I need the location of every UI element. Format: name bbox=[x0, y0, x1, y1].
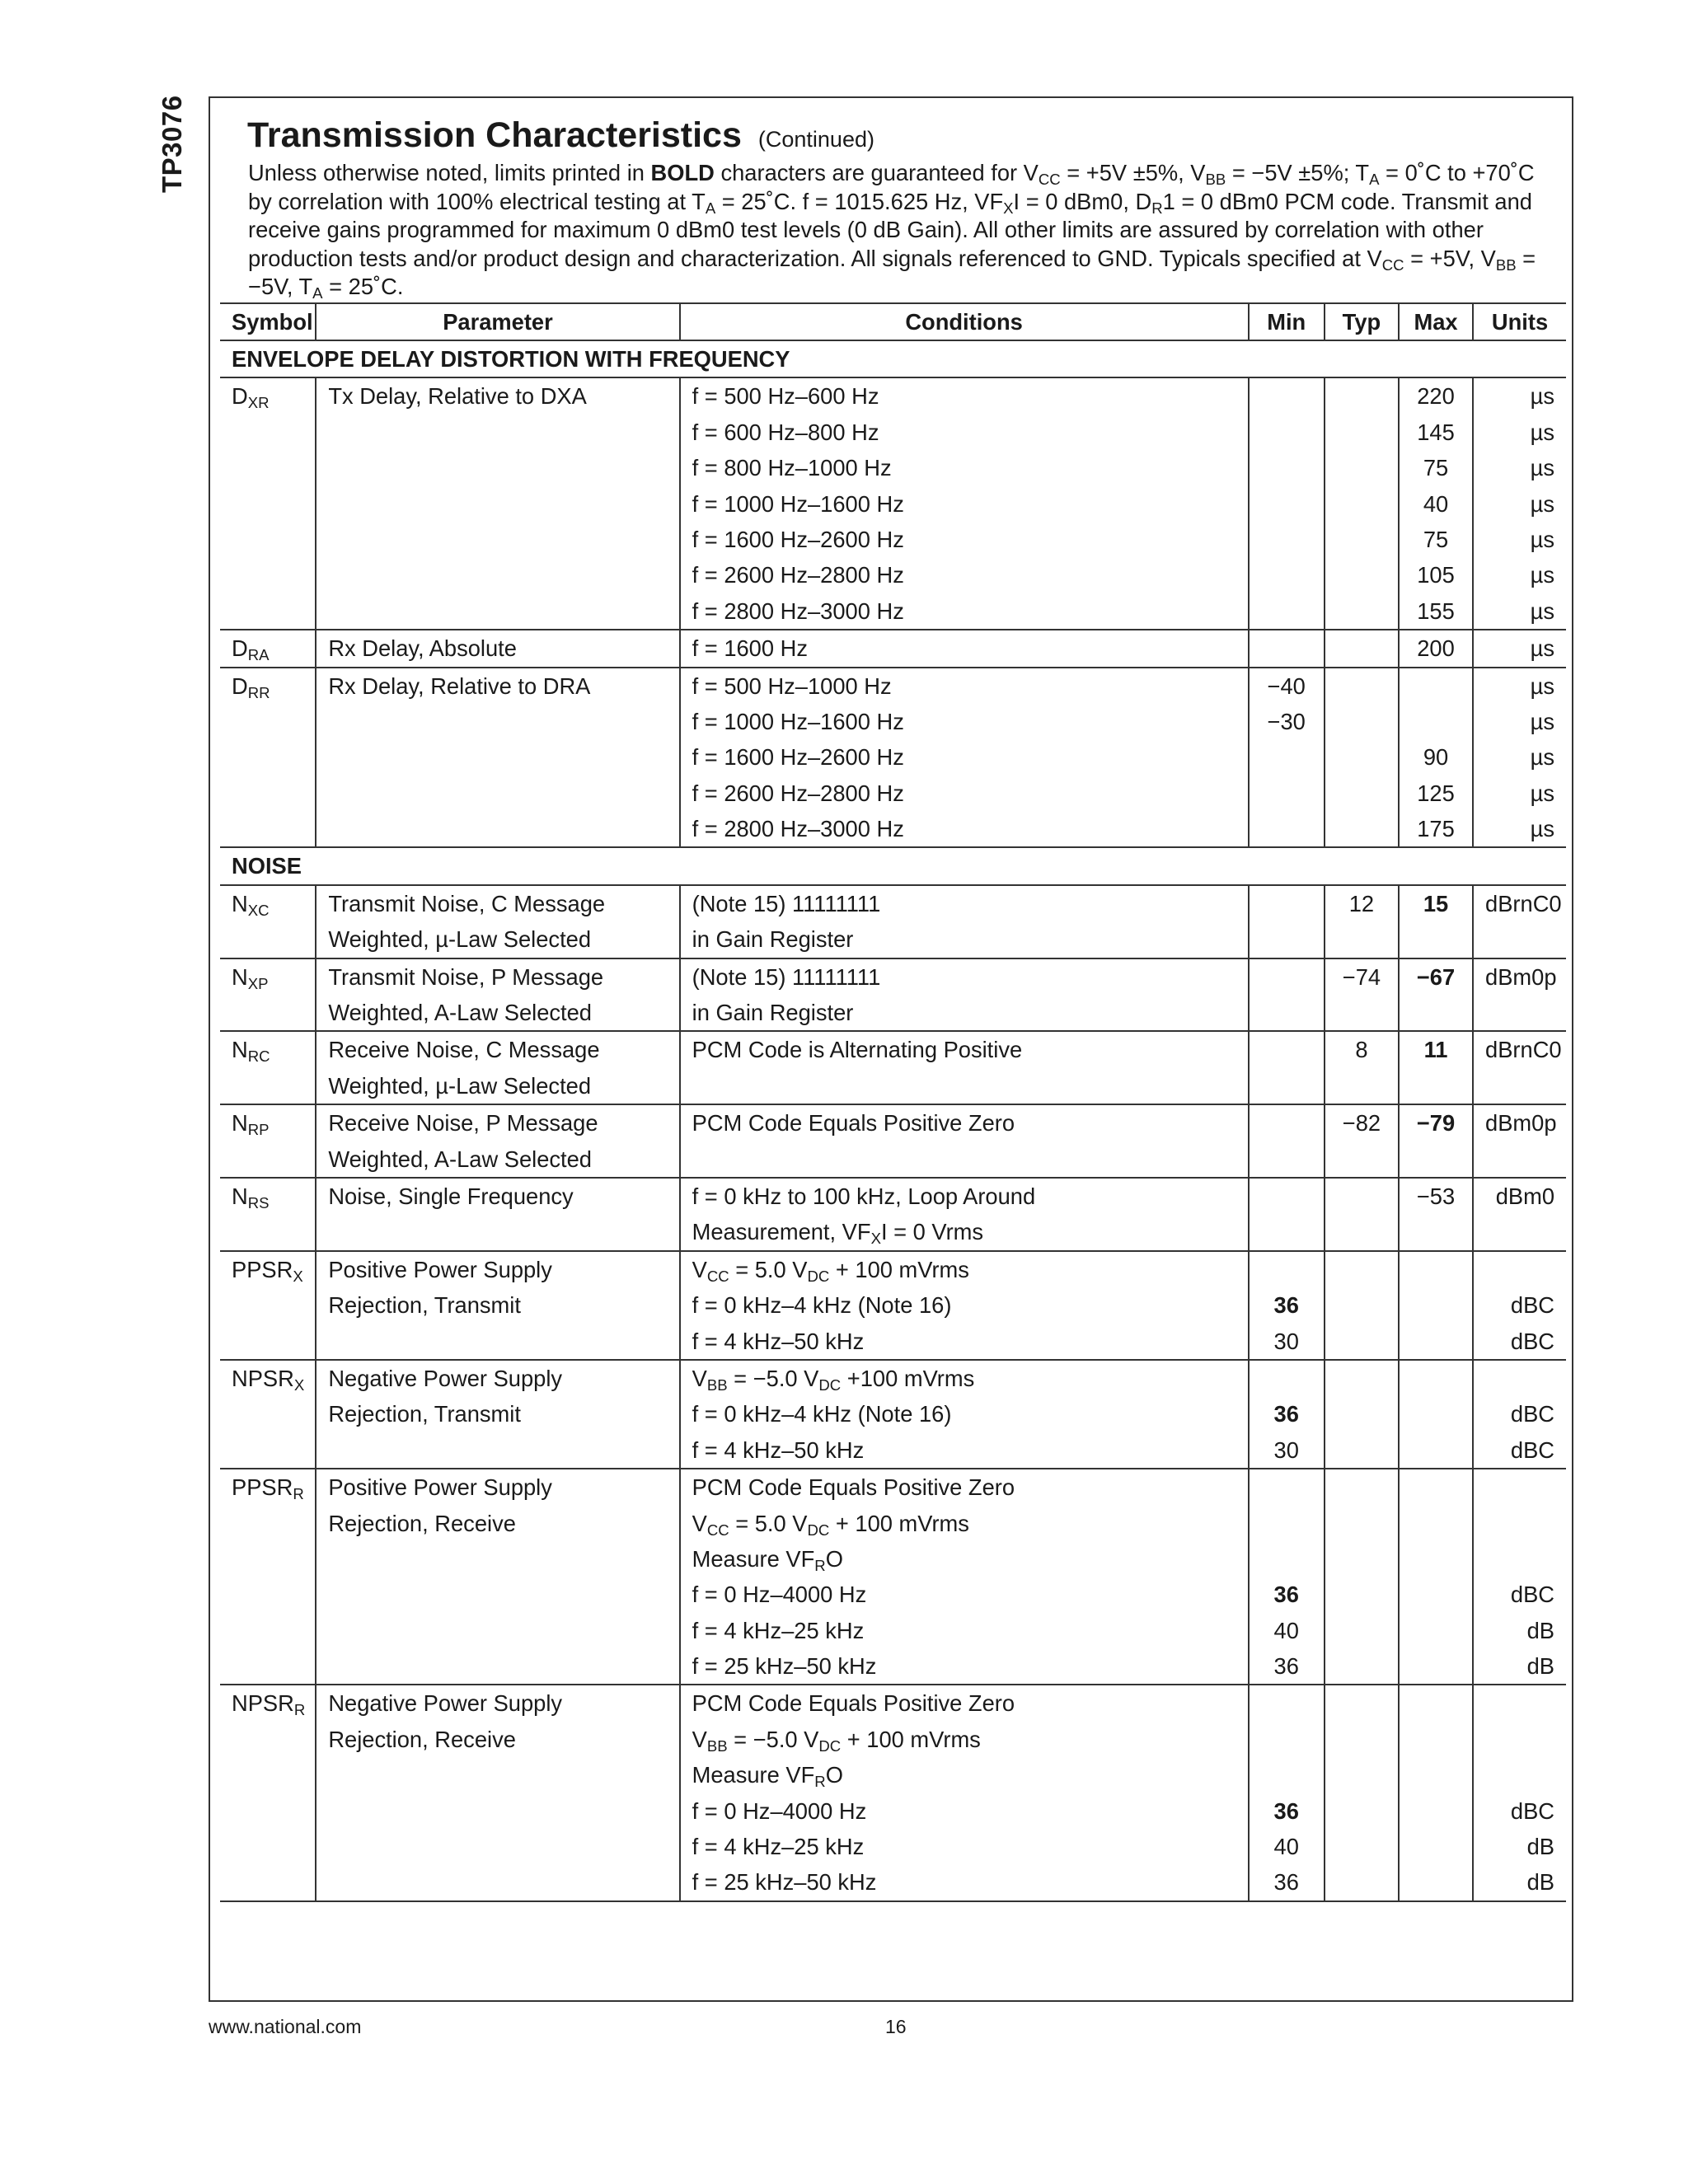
condition-cell: PCM Code is Alternating Positive bbox=[680, 1031, 1249, 1067]
max-cell: −53 bbox=[1399, 1178, 1473, 1214]
condition-cell: f = 25 kHz–50 kHz bbox=[680, 1648, 1249, 1685]
table-row bbox=[220, 1793, 1566, 1829]
condition-cell: Measure $VF_RO$ bbox=[680, 1541, 1249, 1577]
table-row bbox=[220, 450, 1566, 485]
table-row bbox=[220, 995, 1566, 1031]
unit-cell: µs bbox=[1473, 630, 1566, 667]
spec-table bbox=[220, 302, 1566, 1902]
symbol-cell: $D_{RR}$ bbox=[220, 668, 316, 704]
table-row bbox=[220, 630, 1566, 667]
max-cell: 40 bbox=[1399, 486, 1473, 522]
symbol-cell: $D_{RA}$ bbox=[220, 630, 316, 667]
table-row bbox=[220, 1506, 1566, 1541]
table-row bbox=[220, 1031, 1566, 1067]
condition-cell: (Note 15) 11111111 bbox=[680, 885, 1249, 921]
max-cell: 90 bbox=[1399, 739, 1473, 775]
unit-cell: µs bbox=[1473, 668, 1566, 704]
table-row bbox=[220, 1432, 1566, 1469]
table-row bbox=[220, 1214, 1566, 1250]
symbol-cell: $N_{XP}$ bbox=[220, 958, 316, 995]
symbol-cell: $N_{XC}$ bbox=[232, 890, 270, 919]
condition-cell: $V_{CC} = 5.0$ $V_{DC} + 100$ mVrms bbox=[680, 1506, 1249, 1541]
max-cell bbox=[1399, 668, 1473, 704]
condition-cell: f = 4 kHz–25 kHz bbox=[680, 1613, 1249, 1648]
condition-cell: f = 0 kHz–4 kHz (Note 16) bbox=[680, 1396, 1249, 1432]
symbol-cell: $N_{RP}$ bbox=[220, 1104, 316, 1141]
unit-cell: µs bbox=[1473, 739, 1566, 775]
max-cell: 220 bbox=[1399, 377, 1473, 414]
parameter-cell: Positive Power Supply bbox=[316, 1251, 679, 1287]
parameter-cell: Tx Delay, Relative to DXA bbox=[316, 377, 679, 414]
table-row bbox=[220, 1178, 1566, 1214]
unit-cell: µs bbox=[1473, 593, 1566, 630]
unit-cell: dBC bbox=[1473, 1287, 1566, 1323]
header-parameter: Parameter bbox=[316, 303, 679, 340]
unit-cell: dB bbox=[1473, 1648, 1566, 1685]
table-row bbox=[220, 776, 1566, 811]
condition-cell: PCM Code Equals Positive Zero bbox=[680, 1469, 1249, 1505]
condition-cell: f = 2800 Hz–3000 Hz bbox=[680, 811, 1249, 847]
min-cell bbox=[1249, 377, 1325, 414]
section-label: NOISE bbox=[220, 847, 1566, 884]
condition-cell: f = 1600 Hz bbox=[680, 630, 1249, 667]
condition-cell: $V_{CC} = 5.0$ $V_{DC} + 100$ mVrms bbox=[680, 1251, 1249, 1287]
parameter-cell: Positive Power Supply bbox=[316, 1469, 679, 1505]
table-row bbox=[220, 593, 1566, 630]
condition-cell: Measurement, $VF_XI = 0$ Vrms bbox=[680, 1214, 1249, 1250]
parameter-cell: Rejection, Transmit bbox=[316, 1287, 679, 1323]
parameter-cell: Weighted, A-Law Selected bbox=[316, 995, 679, 1031]
parameter-cell: Rejection, Transmit bbox=[316, 1396, 679, 1432]
min-cell bbox=[1249, 776, 1325, 811]
condition-cell: $V_{BB} = -5.0$ $V_{DC} + 100$ mVrms bbox=[680, 1722, 1249, 1757]
table-header-row bbox=[220, 303, 1566, 340]
condition-cell: f = 0 Hz–4000 Hz bbox=[680, 1577, 1249, 1612]
condition-cell: f = 500 Hz–600 Hz bbox=[680, 377, 1249, 414]
min-cell: 36 bbox=[1249, 1287, 1325, 1323]
typ-cell: −74 bbox=[1325, 958, 1399, 995]
table-row bbox=[220, 1287, 1566, 1323]
parameter-cell: Noise, Single Frequency bbox=[316, 1178, 679, 1214]
unit-cell: dB bbox=[1473, 1829, 1566, 1864]
max-cell: 15 bbox=[1399, 885, 1473, 921]
condition-cell: f = 600 Hz–800 Hz bbox=[680, 415, 1249, 450]
condition-cell: in Gain Register bbox=[680, 921, 1249, 958]
parameter-cell: Rx Delay, Relative to DRA bbox=[316, 668, 679, 704]
max-cell: 155 bbox=[1399, 593, 1473, 630]
unit-cell: µs bbox=[1473, 486, 1566, 522]
condition-cell: PCM Code Equals Positive Zero bbox=[680, 1104, 1249, 1141]
min-cell: 36 bbox=[1249, 1396, 1325, 1432]
max-cell: 75 bbox=[1399, 450, 1473, 485]
typ-cell: 8 bbox=[1325, 1031, 1399, 1067]
condition-cell: f = 1000 Hz–1600 Hz bbox=[680, 704, 1249, 739]
unit-cell: dBm0 bbox=[1473, 1178, 1566, 1214]
condition-cell: f = 2600 Hz–2800 Hz bbox=[680, 776, 1249, 811]
table-row bbox=[220, 1396, 1566, 1432]
header-max: Max bbox=[1399, 303, 1473, 340]
table-row bbox=[220, 1829, 1566, 1864]
condition-cell: f = 4 kHz–50 kHz bbox=[680, 1432, 1249, 1469]
symbol-cell: $NPSR_X$ bbox=[220, 1360, 316, 1396]
condition-cell: f = 800 Hz–1000 Hz bbox=[680, 450, 1249, 485]
parameter-cell: Rx Delay, Absolute bbox=[316, 630, 679, 667]
table-row bbox=[220, 811, 1566, 847]
max-cell bbox=[1399, 704, 1473, 739]
condition-cell: f = 4 kHz–50 kHz bbox=[680, 1324, 1249, 1360]
symbol-cell: $N_{RS}$ bbox=[220, 1178, 316, 1214]
min-cell: 36 bbox=[1249, 1648, 1325, 1685]
table-row bbox=[220, 522, 1566, 557]
condition-cell: f = 500 Hz–1000 Hz bbox=[680, 668, 1249, 704]
table-row bbox=[220, 958, 1566, 995]
parameter-cell: Negative Power Supply bbox=[316, 1360, 679, 1396]
max-cell: 75 bbox=[1399, 522, 1473, 557]
typ-cell: 12 bbox=[1325, 885, 1399, 921]
table-row bbox=[220, 1648, 1566, 1685]
table-row bbox=[220, 557, 1566, 593]
max-cell: 11 bbox=[1399, 1031, 1473, 1067]
table-row bbox=[220, 1068, 1566, 1104]
table-row bbox=[220, 1577, 1566, 1612]
unit-cell: µs bbox=[1473, 557, 1566, 593]
condition-cell: Measure $VF_RO$ bbox=[680, 1757, 1249, 1793]
table-row bbox=[220, 668, 1566, 704]
table-row bbox=[220, 1613, 1566, 1648]
condition-cell: f = 1000 Hz–1600 Hz bbox=[680, 486, 1249, 522]
min-cell: 36 bbox=[1249, 1577, 1325, 1612]
condition-cell: f = 4 kHz–25 kHz bbox=[680, 1829, 1249, 1864]
unit-cell: dBC bbox=[1473, 1577, 1566, 1612]
min-cell: −30 bbox=[1249, 704, 1325, 739]
min-cell: −40 bbox=[1249, 668, 1325, 704]
table-row bbox=[220, 739, 1566, 775]
min-cell: 36 bbox=[1249, 1864, 1325, 1900]
condition-cell: f = 1600 Hz–2600 Hz bbox=[680, 739, 1249, 775]
table-row bbox=[220, 1469, 1566, 1505]
unit-cell: µs bbox=[1473, 704, 1566, 739]
min-cell bbox=[1249, 739, 1325, 775]
unit-cell: dBC bbox=[1473, 1324, 1566, 1360]
parameter-cell: Rejection, Receive bbox=[316, 1506, 679, 1541]
max-cell: 105 bbox=[1399, 557, 1473, 593]
unit-cell: dB bbox=[1473, 1864, 1566, 1900]
table-row bbox=[220, 1685, 1566, 1721]
unit-cell: µs bbox=[1473, 776, 1566, 811]
min-cell: 30 bbox=[1249, 1324, 1325, 1360]
footer-page-number: 16 bbox=[885, 2016, 907, 2037]
condition-cell: f = 0 kHz–4 kHz (Note 16) bbox=[680, 1287, 1249, 1323]
min-cell bbox=[1249, 811, 1325, 847]
condition-cell: f = 0 Hz–4000 Hz bbox=[680, 1793, 1249, 1829]
max-cell: 145 bbox=[1399, 415, 1473, 450]
condition-cell: f = 2600 Hz–2800 Hz bbox=[680, 557, 1249, 593]
symbol-cell: $PPSR_R$ bbox=[220, 1469, 316, 1505]
condition-cell: f = 0 kHz to 100 kHz, Loop Around bbox=[680, 1178, 1249, 1214]
condition-cell: $V_{BB} = -5.0$ $V_{DC} +100$ mVrms bbox=[680, 1360, 1249, 1396]
header-units: Units bbox=[1473, 303, 1566, 340]
parameter-cell: Weighted, µ-Law Selected bbox=[316, 921, 679, 958]
parameter-cell: Weighted, µ-Law Selected bbox=[316, 1068, 679, 1104]
section-label: ENVELOPE DELAY DISTORTION WITH FREQUENCY bbox=[220, 340, 1566, 377]
typ-cell bbox=[1325, 377, 1399, 414]
title-text: Transmission Characteristics bbox=[247, 115, 742, 155]
min-cell: 40 bbox=[1249, 1613, 1325, 1648]
parameter-cell: Negative Power Supply bbox=[316, 1685, 679, 1721]
symbol-cell: $NPSR_R$ bbox=[220, 1685, 316, 1721]
unit-cell: dBrnC0 bbox=[1473, 1031, 1566, 1067]
symbol-cell: $N_{RC}$ bbox=[220, 1031, 316, 1067]
unit-cell: dBrnC0 bbox=[1473, 885, 1566, 921]
parameter-cell: Rejection, Receive bbox=[316, 1722, 679, 1757]
condition-cell: f = 2800 Hz–3000 Hz bbox=[680, 593, 1249, 630]
unit-cell: µs bbox=[1473, 450, 1566, 485]
table-row bbox=[220, 1104, 1566, 1141]
header-min: Min bbox=[1249, 303, 1325, 340]
table-row bbox=[220, 377, 1566, 414]
table-row bbox=[220, 486, 1566, 522]
section-row-envelope bbox=[220, 340, 1566, 377]
title-continued-note: (Continued) bbox=[757, 127, 874, 152]
table-row bbox=[220, 704, 1566, 739]
min-cell: 36 bbox=[1249, 1793, 1325, 1829]
table-row bbox=[220, 415, 1566, 450]
section-row-noise bbox=[220, 847, 1566, 884]
section-title bbox=[247, 115, 874, 156]
unit-cell: µs bbox=[1473, 522, 1566, 557]
unit-cell: dBC bbox=[1473, 1793, 1566, 1829]
max-cell: 125 bbox=[1399, 776, 1473, 811]
intro-paragraph: Unless otherwise noted, limits printed in BOLD characters are guaranteed for $V_{CC} = +5V \pm 5\%$, $V_{BB} = -5V \pm 5\%$; $T_A$ = 0˚C to +70˚C by correlation with 100% electrical testing at $T_A$ = 25˚C. f = 1015.625 Hz, $VF_XI = 0$ dBm0, $D_R1 = 0$ dBm0 PCM code. Transmit and receive gains programmed for maximum 0 dBm0 test levels (0 dB Gain). All other limits are assured by correlation with other production tests and/or product design and characterization. All signals referenced to GND. Typicals specified at $V_{CC} = +5V$, $V_{BB} = -5V$, $T_A$ = 25˚C. bbox=[248, 160, 1536, 302]
header-conditions: Conditions bbox=[680, 303, 1249, 340]
table-row bbox=[220, 921, 1566, 958]
max-cell: −79 bbox=[1399, 1104, 1473, 1141]
typ-cell: −82 bbox=[1325, 1104, 1399, 1141]
table-row bbox=[220, 1141, 1566, 1178]
table-row bbox=[220, 1757, 1566, 1793]
table-row bbox=[220, 1360, 1566, 1396]
unit-cell: dBC bbox=[1473, 1396, 1566, 1432]
unit-cell: µs bbox=[1473, 415, 1566, 450]
condition-cell: (Note 15) 11111111 bbox=[680, 958, 1249, 995]
part-number-side-label: TP3076 bbox=[157, 95, 187, 193]
condition-cell: f = 25 kHz–50 kHz bbox=[680, 1864, 1249, 1900]
parameter-cell: Transmit Noise, P Message bbox=[316, 958, 679, 995]
parameter-cell: Receive Noise, P Message bbox=[316, 1104, 679, 1141]
table-row bbox=[220, 1541, 1566, 1577]
table-row bbox=[220, 1722, 1566, 1757]
header-typ: Typ bbox=[1325, 303, 1399, 340]
min-cell: 40 bbox=[1249, 1829, 1325, 1864]
max-cell: 200 bbox=[1399, 630, 1473, 667]
footer-website-link[interactable]: www.national.com bbox=[209, 2016, 362, 2037]
parameter-cell: Transmit Noise, C Message bbox=[316, 885, 679, 921]
condition-cell: PCM Code Equals Positive Zero bbox=[680, 1685, 1249, 1721]
symbol-cell: $PPSR_X$ bbox=[220, 1251, 316, 1287]
unit-cell: dBm0p bbox=[1473, 958, 1566, 995]
header-symbol: Symbol bbox=[220, 303, 316, 340]
parameter-cell: Receive Noise, C Message bbox=[316, 1031, 679, 1067]
unit-cell: µs bbox=[1473, 811, 1566, 847]
unit-cell: dBC bbox=[1473, 1432, 1566, 1469]
condition-cell: f = 1600 Hz–2600 Hz bbox=[680, 522, 1249, 557]
max-cell: 175 bbox=[1399, 811, 1473, 847]
table-row bbox=[220, 1251, 1566, 1287]
table-row bbox=[220, 1324, 1566, 1360]
table-row bbox=[220, 1864, 1566, 1900]
max-cell: −67 bbox=[1399, 958, 1473, 995]
unit-cell: µs bbox=[1473, 377, 1566, 414]
min-cell: 30 bbox=[1249, 1432, 1325, 1469]
table-row bbox=[220, 885, 1566, 921]
unit-cell: dBm0p bbox=[1473, 1104, 1566, 1141]
parameter-cell: Weighted, A-Law Selected bbox=[316, 1141, 679, 1178]
symbol-cell: $D_{XR}$ bbox=[232, 383, 270, 412]
condition-cell: in Gain Register bbox=[680, 995, 1249, 1031]
unit-cell: dB bbox=[1473, 1613, 1566, 1648]
